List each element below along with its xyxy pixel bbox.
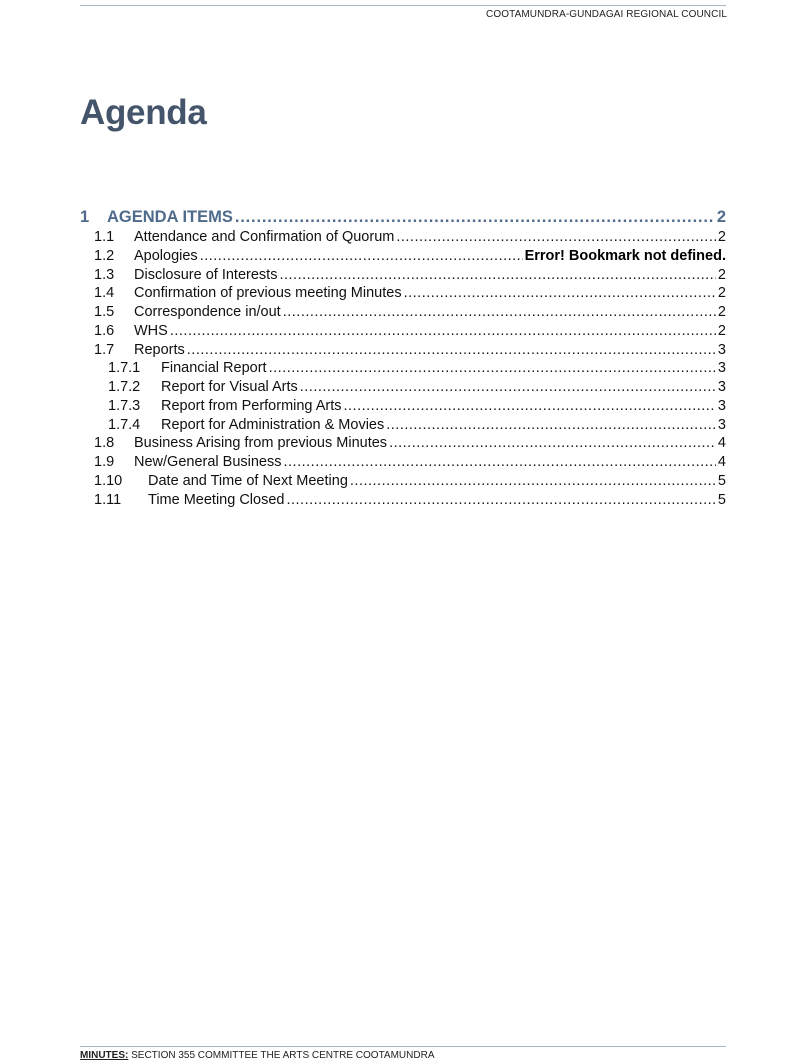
toc-leader — [386, 416, 716, 435]
toc-page: 3 — [717, 397, 726, 414]
toc-label: Report for Visual Arts — [161, 379, 298, 395]
toc-number: 1.7.1 — [108, 360, 141, 377]
footer — [80, 1050, 435, 1061]
toc-page: 2 — [717, 229, 726, 245]
footer-prefix: MINUTES: — [80, 1050, 129, 1061]
toc-label: AGENDA ITEMS — [107, 208, 233, 226]
toc-label: Apologies — [134, 247, 198, 264]
toc-page: 2 — [717, 285, 726, 302]
toc-entry-visual-arts[interactable] — [80, 378, 726, 397]
toc-label: Correspondence in/out — [134, 304, 281, 320]
toc-leader — [404, 284, 716, 303]
toc-number: 1.4 — [94, 285, 115, 302]
toc-leader — [350, 472, 716, 491]
toc-entry-correspondence[interactable] — [80, 303, 726, 322]
toc-number: 1.5 — [94, 304, 115, 320]
toc-label: Date and Time of Next Meeting — [148, 472, 348, 489]
toc-number: 1.11 — [94, 491, 122, 508]
toc-leader — [269, 359, 716, 378]
toc-leader — [187, 341, 716, 360]
toc-entry-whs[interactable] — [80, 322, 726, 341]
toc-label: Business Arising from previous Minutes — [134, 435, 388, 452]
toc-entry-next-meeting[interactable] — [80, 472, 726, 491]
toc-entry-financial-report[interactable] — [80, 359, 726, 378]
toc-number: 1.6 — [94, 322, 115, 339]
toc-label: Report for Administration & Movies — [161, 416, 385, 433]
toc-entry-reports[interactable] — [80, 341, 726, 360]
toc-entry-performing-arts[interactable] — [80, 397, 726, 416]
toc-entry-agenda-items[interactable] — [80, 206, 726, 228]
toc-entry-attendance[interactable] — [80, 228, 726, 247]
toc-number: 1.8 — [94, 435, 115, 452]
toc-page: 5 — [717, 472, 726, 489]
footer-title: SECTION 355 COMMITTEE THE ARTS CENTRE COOTAMUNDRA — [128, 1050, 435, 1061]
toc-leader — [235, 206, 715, 228]
toc-leader — [286, 491, 715, 510]
toc-page: 2 — [716, 208, 726, 226]
toc-entry-confirmation-minutes[interactable] — [80, 284, 726, 303]
toc-page: 3 — [717, 416, 726, 433]
toc-label: Reports — [134, 341, 185, 358]
toc-entry-general-business[interactable] — [80, 453, 726, 472]
table-of-contents — [80, 206, 726, 509]
toc-page: 2 — [717, 304, 726, 320]
toc-leader — [300, 378, 716, 397]
toc-page: 3 — [717, 360, 726, 377]
toc-label: WHS — [134, 322, 168, 339]
toc-label: New/General Business — [134, 454, 282, 470]
toc-entry-disclosure[interactable] — [80, 266, 726, 285]
toc-label: Report from Performing Arts — [161, 397, 342, 414]
toc-entry-business-arising[interactable] — [80, 434, 726, 453]
toc-entry-administration-movies[interactable] — [80, 416, 726, 435]
toc-page: 4 — [717, 454, 726, 470]
toc-number: 1.10 — [94, 472, 123, 489]
toc-label: Financial Report — [161, 360, 267, 377]
toc-entry-apologies[interactable] — [80, 247, 726, 266]
toc-number: 1.2 — [94, 247, 115, 264]
toc-leader — [344, 397, 716, 416]
toc-label: Confirmation of previous meeting Minutes — [134, 285, 402, 302]
toc-leader — [396, 228, 716, 247]
toc-number: 1.7.4 — [108, 416, 141, 433]
toc-leader — [283, 303, 716, 322]
toc-label: Disclosure of Interests — [134, 266, 278, 283]
toc-leader — [389, 434, 716, 453]
toc-page: 5 — [717, 491, 726, 508]
toc-number: 1 — [80, 208, 90, 226]
toc-page-error: Error! Bookmark not defined. — [524, 247, 726, 264]
toc-leader — [279, 266, 715, 285]
toc-entry-meeting-closed[interactable] — [80, 491, 726, 510]
header-rule — [80, 5, 726, 6]
toc-number: 1.3 — [94, 266, 115, 283]
toc-number: 1.9 — [94, 454, 115, 470]
toc-number: 1.7 — [94, 341, 115, 358]
toc-label: Time Meeting Closed — [148, 491, 285, 508]
header-council-name: COOTAMUNDRA-GUNDAGAI REGIONAL COUNCIL — [486, 9, 727, 20]
toc-page: 3 — [717, 379, 726, 395]
footer-rule — [80, 1046, 726, 1047]
toc-page: 4 — [717, 435, 726, 452]
toc-page: 3 — [717, 341, 726, 358]
toc-number: 1.1 — [94, 229, 115, 245]
toc-leader — [170, 322, 716, 341]
toc-number: 1.7.2 — [108, 379, 141, 395]
toc-page: 2 — [717, 322, 726, 339]
page-title: Agenda — [80, 93, 207, 132]
toc-label: Attendance and Confirmation of Quorum — [134, 229, 395, 245]
toc-leader — [284, 453, 716, 472]
toc-leader — [200, 247, 523, 266]
toc-page: 2 — [717, 266, 726, 283]
toc-number: 1.7.3 — [108, 397, 141, 414]
